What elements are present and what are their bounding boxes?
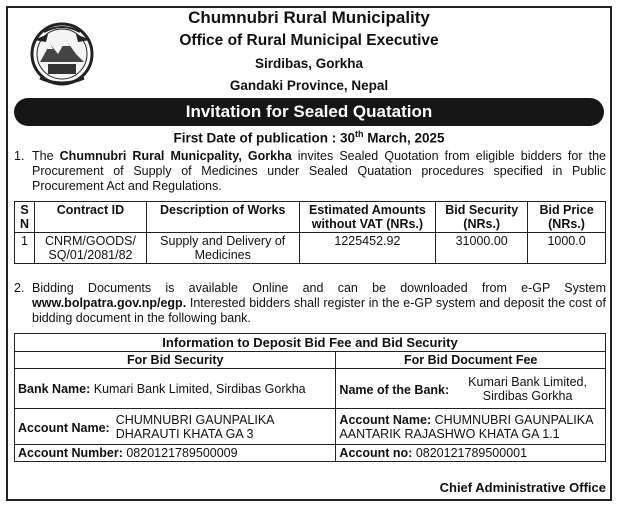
bank-info-table: [14, 333, 606, 462]
table-header-row: [15, 202, 606, 233]
notice-banner: Invitation for Sealed Quatation: [14, 98, 604, 126]
cell-description: Supply and Delivery of Medicines: [146, 233, 299, 264]
header-sn: S N: [15, 202, 35, 233]
cell-estimated-amount: 1225452.92: [299, 233, 436, 264]
cell-bid-security: 31000.00: [436, 233, 528, 264]
province-text: Gandaki Province, Nepal: [229, 78, 389, 93]
document-fee-bank-cell: Name of the Bank: Kumari Bank Limited, Sirdibas Gorkha: [336, 369, 606, 409]
cell-contract-id: CNRM/GOODS/ SQ/01/2081/82: [34, 233, 146, 264]
signatory-office: Chief Administrative Office: [439, 480, 606, 495]
paragraph-2: 2. Bidding Documents is available Online and can be downloaded from e-GP System www.bolpatra.gov.np/egp. Interested bidders shall register in the e-GP system and deposit the cost of bidding document in the following bank.: [14, 281, 606, 325]
bid-security-heading: For Bid Security: [15, 352, 336, 369]
bid-document-fee-heading: For Bid Document Fee: [336, 352, 606, 369]
header-estimated-amount: Estimated Amounts without VAT (NRs.): [299, 202, 436, 233]
cell-sn: 1: [15, 233, 35, 264]
header-description: Description of Works: [146, 202, 299, 233]
bid-security-account-number-cell: Account Number: 0820121789500009: [15, 445, 336, 462]
location-text: Sirdibas, Gorkha: [254, 56, 364, 71]
municipality-title: Chumnubri Rural Municipality: [188, 8, 430, 27]
bank-info-title: Information to Deposit Bid Fee and Bid Security: [15, 334, 606, 352]
table-row: [15, 233, 606, 264]
header-bid-price: Bid Price (NRs.): [528, 202, 606, 233]
bid-security-account-name-cell: Account Name: CHUMNUBRI GAUNPALIKA DHARAUTI KHATA GA 3: [15, 409, 336, 445]
document-fee-account-number-cell: Account no: 0820121789500001: [336, 445, 606, 462]
header-contract-id: Contract ID: [34, 202, 146, 233]
bidder-name: Chumnubri Rural Municpality, Gorkha: [59, 149, 292, 163]
publication-date: First Date of publication : 30th March, 2025: [173, 129, 445, 146]
header-bid-security: Bid Security (NRs.): [436, 202, 528, 233]
document-fee-account-name-cell: Account Name: CHUMNUBRI GAUNPALIKA AANTARIK RAJASHWO KHATA GA 1.1: [336, 409, 606, 445]
egp-website-link[interactable]: www.bolpatra.gov.np/egp.: [32, 296, 187, 310]
paragraph-number: 2.: [14, 281, 25, 295]
office-title: Office of Rural Municipal Executive: [179, 32, 439, 49]
cell-bid-price: 1000.0: [528, 233, 606, 264]
bid-security-bank-cell: Bank Name: Kumari Bank Limited, Sirdibas Gorkha: [15, 369, 336, 409]
paragraph-number: 1.: [14, 149, 25, 163]
contract-table: [14, 201, 606, 264]
paragraph-1: 1. The Chumnubri Rural Municpality, Gorkha invites Sealed Quotation from eligible bidders for the Procurement of Supply of Medicines under Sealed Quatation procedures specified in Public Procurement Act and Regulations.: [14, 149, 606, 193]
